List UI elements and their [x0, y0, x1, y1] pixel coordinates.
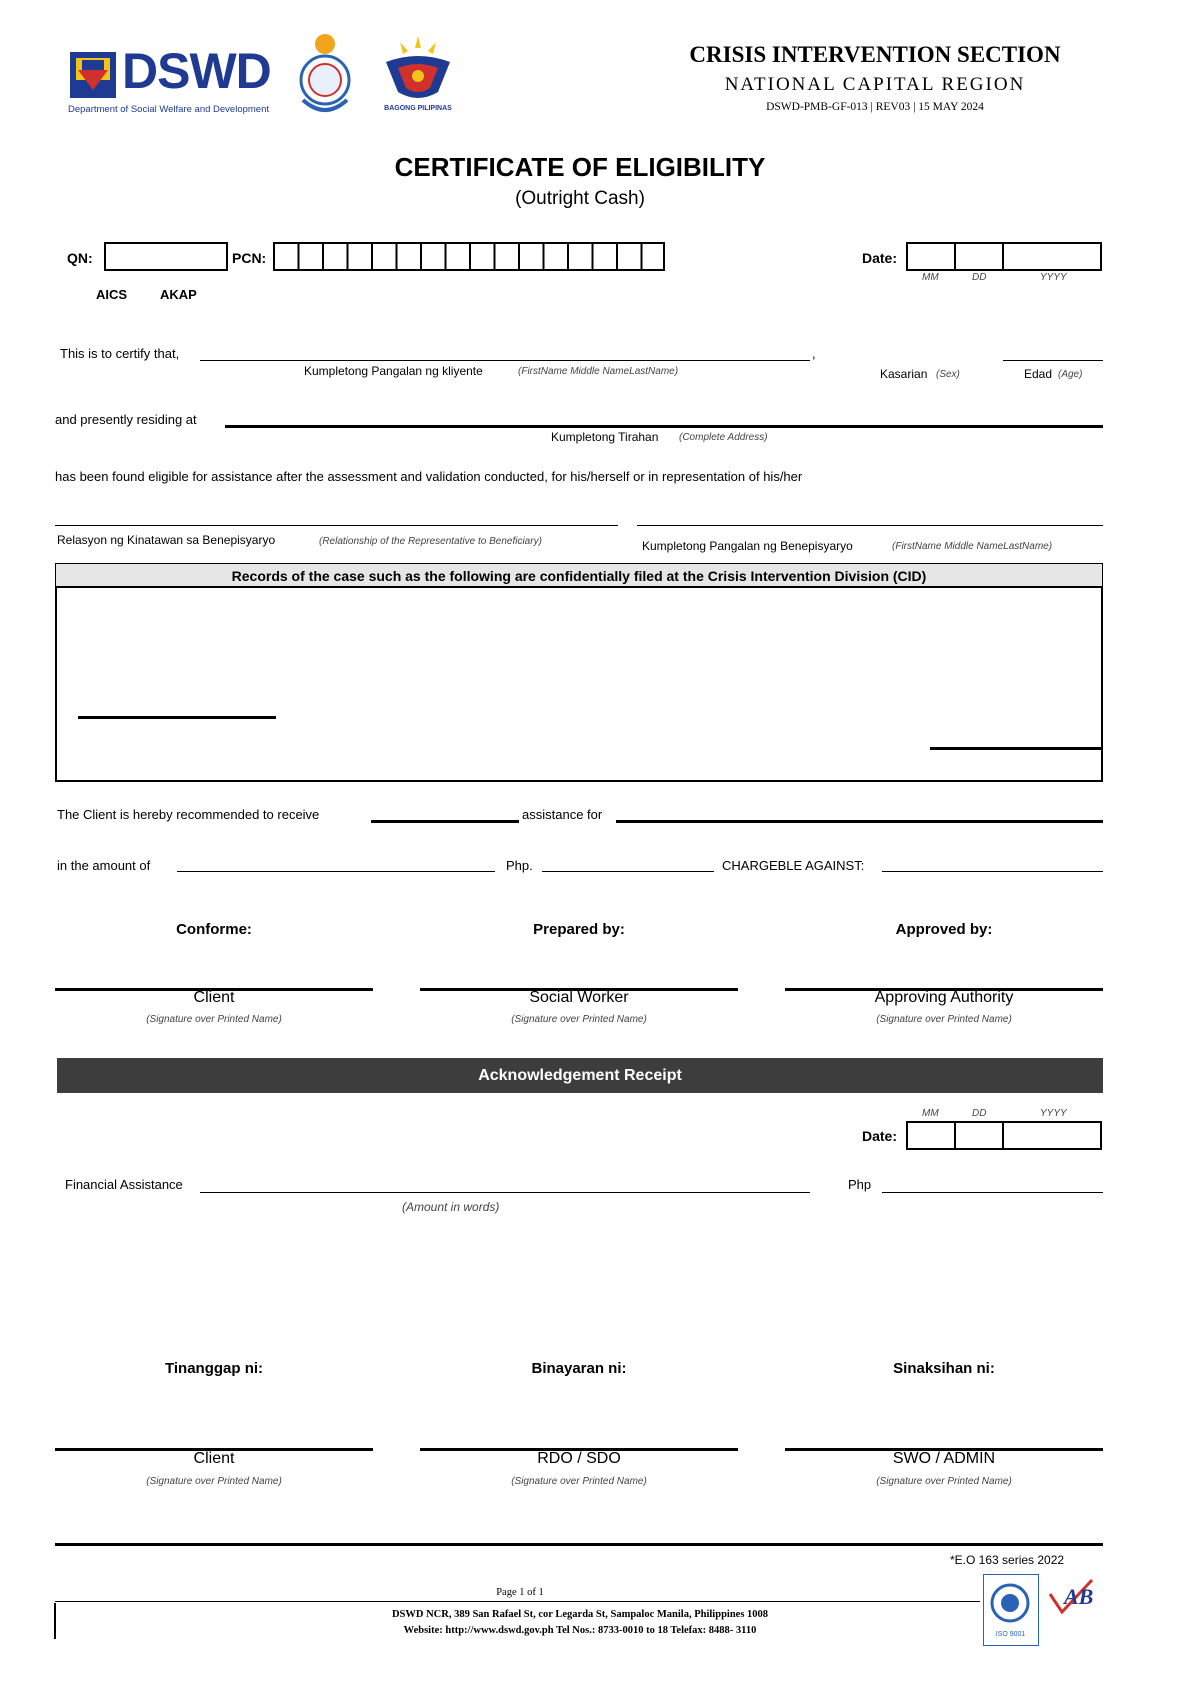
ab-badge	[1044, 1578, 1100, 1642]
approved-label: Approved by:	[895, 921, 993, 938]
php-text: Php.	[506, 858, 533, 873]
dswd-emblem-icon	[68, 50, 118, 100]
bagong-pilipinas-icon	[378, 32, 458, 114]
iso-label: ISO 9001	[995, 1631, 1026, 1638]
receipt-date-label: Date:	[862, 1128, 898, 1144]
client-name-label: Kumpletong Pangalan ng kliyente	[304, 364, 483, 378]
client-sig-note: (Signature over Printed Name)	[146, 1014, 282, 1025]
financial-assistance-field[interactable]	[200, 1192, 810, 1193]
receipt-date-dd-field[interactable]	[954, 1121, 1004, 1150]
chargeable-field[interactable]	[882, 871, 1103, 872]
receipt-dd-hint: DD	[972, 1108, 987, 1119]
sinaksihan-label: Sinaksihan ni:	[893, 1360, 995, 1377]
certify-comma: ,	[812, 346, 816, 361]
records-line-left	[78, 716, 276, 719]
prepared-label: Prepared by:	[533, 921, 625, 938]
relationship-label: Relasyon ng Kinatawan sa Benepisyaryo	[57, 533, 276, 547]
qn-label: QN:	[67, 250, 93, 266]
receipt-rdo-caption: RDO / SDO	[537, 1450, 621, 1467]
social-worker-caption: Social Worker	[529, 989, 629, 1006]
assistance-for-field[interactable]	[616, 820, 1103, 823]
age-hint: (Age)	[1058, 369, 1083, 380]
records-line-right	[930, 747, 1102, 750]
residing-text: and presently residing at	[55, 412, 197, 427]
receipt-date-mm-field[interactable]	[906, 1121, 956, 1150]
iso-badge	[983, 1574, 1039, 1646]
akap-option[interactable]: AKAP	[160, 287, 197, 302]
region-title: NATIONAL CAPITAL REGION	[724, 74, 1026, 95]
date-dd-hint: DD	[972, 272, 987, 283]
date-yyyy-field[interactable]	[1002, 242, 1102, 271]
age-field[interactable]	[1003, 360, 1103, 361]
approving-sig-note: (Signature over Printed Name)	[876, 1014, 1012, 1025]
receipt-php-field[interactable]	[882, 1192, 1103, 1193]
date-dd-field[interactable]	[954, 242, 1004, 271]
receipt-client-caption: Client	[193, 1450, 235, 1467]
address-field[interactable]	[225, 425, 1103, 428]
relationship-hint: (Relationship of the Representative to Beneficiary)	[319, 536, 542, 547]
beneficiary-hint: (FirstName Middle NameLastName)	[892, 541, 1053, 552]
client-name-hint: (FirstName Middle NameLastName)	[518, 366, 679, 377]
financial-assistance-label: Financial Assistance	[65, 1177, 183, 1192]
receipt-rdo-sig-note: (Signature over Printed Name)	[511, 1476, 647, 1487]
page-number: Page 1 of 1	[496, 1587, 544, 1598]
assistance-type-field[interactable]	[371, 820, 519, 823]
date-mm-hint: MM	[922, 272, 939, 283]
aics-option[interactable]: AICS	[96, 287, 128, 302]
receipt-mm-hint: MM	[922, 1108, 939, 1119]
pcn-label: PCN:	[232, 250, 267, 266]
amount-of-text: in the amount of	[57, 858, 151, 873]
amount-field[interactable]	[177, 871, 495, 872]
receipt-swo-sig-note: (Signature over Printed Name)	[876, 1476, 1012, 1487]
date-mm-field[interactable]	[906, 242, 956, 271]
date-label: Date:	[862, 250, 898, 266]
client-caption: Client	[193, 989, 235, 1006]
tinanggap-label: Tinanggap ni:	[164, 1360, 264, 1377]
receipt-swo-caption: SWO / ADMIN	[892, 1450, 996, 1467]
amount-words-hint: (Amount in words)	[402, 1200, 500, 1214]
age-label: Edad	[1024, 367, 1053, 381]
relationship-field[interactable]	[55, 525, 618, 526]
client-name-field[interactable]	[200, 360, 810, 361]
date-yyyy-hint: YYYY	[1040, 272, 1067, 283]
address-hint: (Complete Address)	[679, 432, 768, 443]
logo-subtext: Department of Social Welfare and Development	[68, 104, 270, 115]
pcn-field[interactable]	[273, 242, 665, 271]
dswd-logo	[68, 43, 278, 118]
seal-icon	[295, 32, 355, 116]
footer-top-rule	[55, 1543, 1103, 1546]
sex-hint: (Sex)	[936, 369, 960, 380]
receipt-header: Acknowledgement Receipt	[57, 1058, 1103, 1093]
footer-left-bar	[54, 1603, 56, 1639]
ab-label: AB	[1064, 1584, 1094, 1609]
iso-icon	[984, 1579, 1037, 1631]
binayaran-label: Binayaran ni:	[531, 1360, 627, 1377]
php-field[interactable]	[542, 871, 714, 872]
sex-label: Kasarian	[880, 367, 928, 381]
footer-address: DSWD NCR, 389 San Rafael St, cor Legarda St, Sampaloc Manila, Philippines 1008	[391, 1609, 769, 1620]
certify-text: This is to certify that,	[60, 346, 180, 361]
form-code: DSWD-PMB-GF-013 | REV03 | 15 MAY 2024	[766, 101, 984, 113]
assistance-for-text: assistance for	[522, 807, 603, 822]
bagong-pilipinas-label: BAGONG PILIPINAS	[384, 105, 452, 112]
receipt-date-yyyy-field[interactable]	[1002, 1121, 1102, 1150]
recommend-text: The Client is hereby recommended to receive	[57, 807, 320, 822]
beneficiary-label: Kumpletong Pangalan ng Benepisyaryo	[642, 539, 853, 553]
conforme-label: Conforme:	[176, 921, 252, 938]
qn-field[interactable]	[104, 242, 228, 271]
beneficiary-field[interactable]	[637, 525, 1103, 526]
address-label: Kumpletong Tirahan	[551, 430, 659, 444]
footer-rule	[55, 1601, 980, 1602]
receipt-php-label: Php	[848, 1177, 872, 1192]
logo-text: DSWD	[122, 43, 271, 99]
approving-caption: Approving Authority	[874, 989, 1014, 1006]
eo-note: *E.O 163 series 2022	[950, 1553, 1065, 1567]
page-subtitle: (Outright Cash)	[515, 188, 645, 209]
receipt-client-sig-note: (Signature over Printed Name)	[146, 1476, 282, 1487]
section-title: CRISIS INTERVENTION SECTION	[689, 42, 1061, 67]
records-header: Records of the case such as the following are confidentially filed at the Crisis Intervention Division (CID)	[56, 564, 1102, 588]
social-worker-sig-note: (Signature over Printed Name)	[511, 1014, 647, 1025]
receipt-yyyy-hint: YYYY	[1040, 1108, 1067, 1119]
page-title: CERTIFICATE OF ELIGIBILITY	[394, 152, 766, 182]
chargeable-text: CHARGEBLE AGAINST:	[722, 858, 865, 873]
footer-web: Website: http://www.dswd.gov.ph Tel Nos.: 8733-0010 to 18 Telefax: 8488- 3110	[403, 1625, 757, 1636]
eligible-text: has been found eligible for assistance after the assessment and validation conducted, for his/herself or in representation of his/her	[55, 469, 803, 484]
